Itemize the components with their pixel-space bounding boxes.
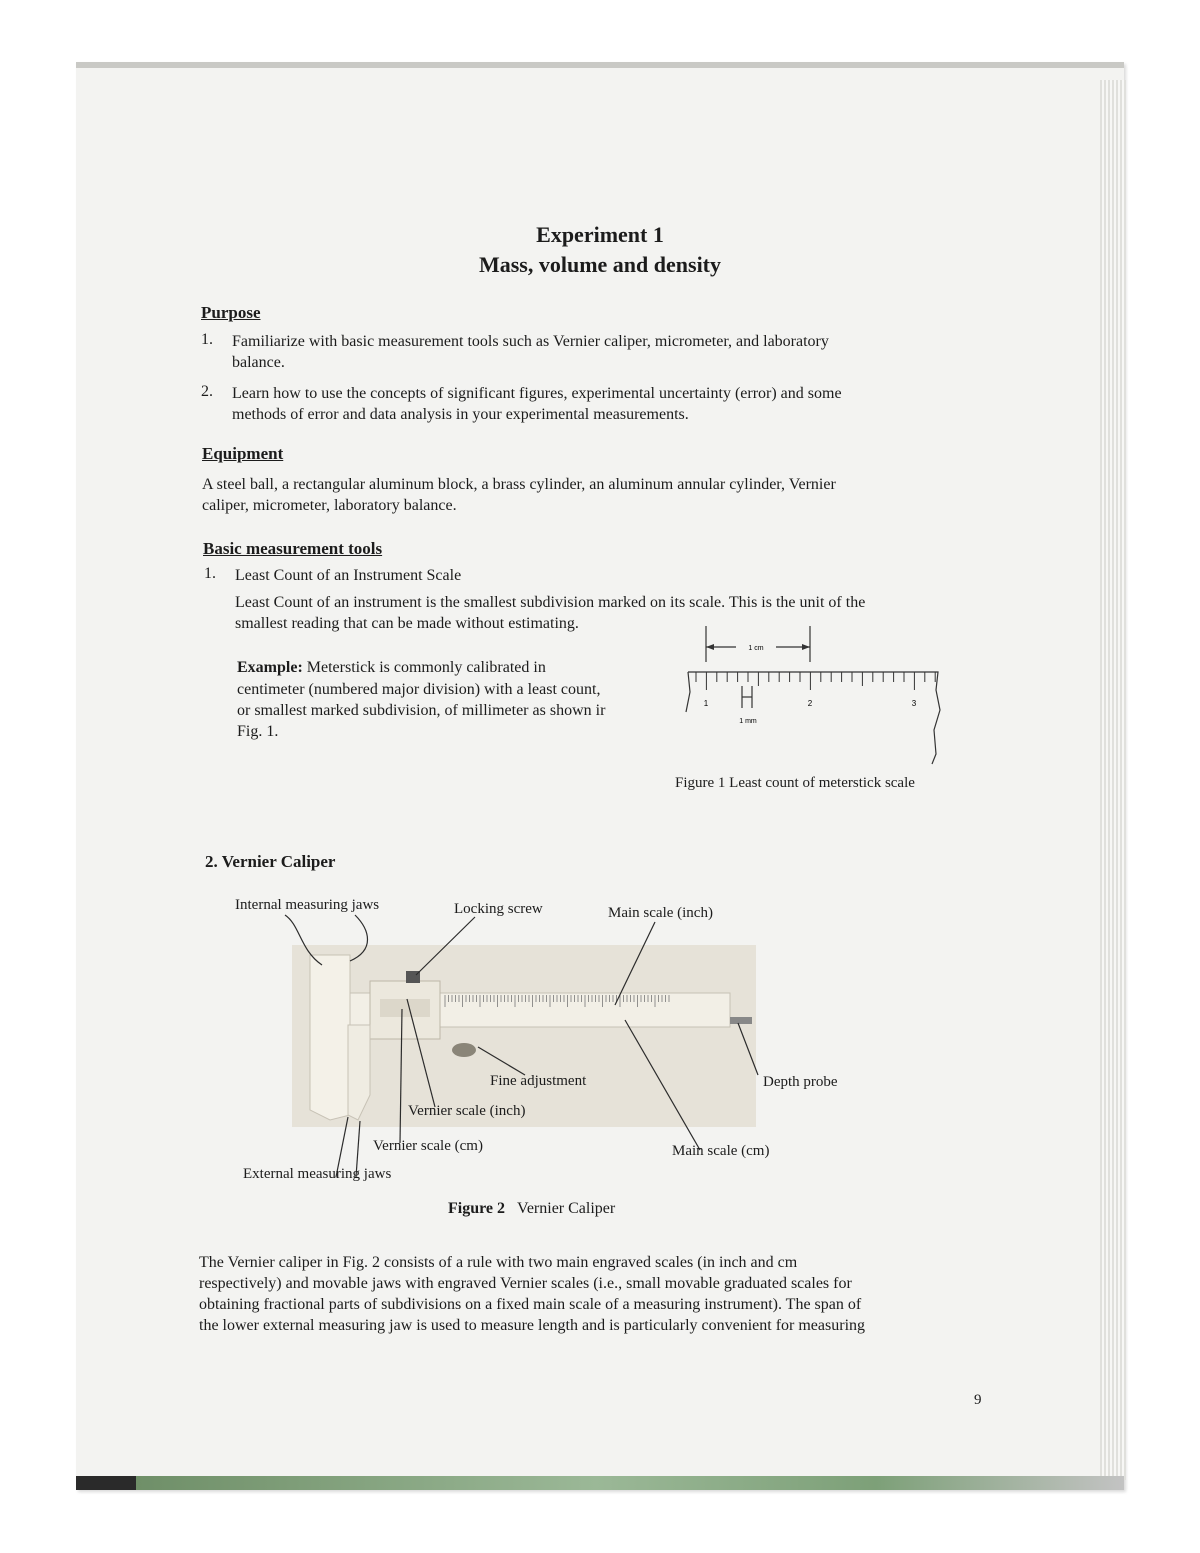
paragraph-line-4: the lower external measuring jaw is used to measure length and is particularly convenient for measuring <box>199 1317 866 1334</box>
cm-dimension-label: 1 cm <box>748 645 764 652</box>
document-title: Experiment 1 <box>536 222 664 247</box>
purpose-item-2-number: 2. <box>201 383 213 400</box>
tools-item-1-title: Least Count of an Instrument Scale <box>235 567 462 584</box>
paper-bottom-edge <box>76 1476 1124 1490</box>
label-locking-screw: Locking screw <box>454 901 543 917</box>
paragraph-line-3: obtaining fractional parts of subdivisions on a fixed main scale of a measuring instrument). The span of <box>199 1296 862 1313</box>
ruler-tick-label-1: 1 <box>703 699 709 708</box>
least-count-line-1: Least Count of an instrument is the smallest subdivision marked on its scale. This is the unit of the <box>235 594 866 611</box>
example-line-1 <box>237 657 546 678</box>
label-main-scale-cm: Main scale (cm) <box>672 1143 770 1159</box>
example-line-3: or smallest marked subdivision, of millimeter as shown ir <box>237 702 606 719</box>
label-vernier-scale-cm: Vernier scale (cm) <box>373 1138 483 1154</box>
document-subtitle: Mass, volume and density <box>478 252 722 277</box>
paragraph-line-1: The Vernier caliper in Fig. 2 consists of a rule with two main engraved scales (in inch and cm <box>199 1254 798 1271</box>
paper-top-edge <box>76 62 1124 68</box>
equipment-heading: Equipment <box>202 444 284 463</box>
figure-1-caption: Figure 1 Least count of meterstick scale <box>675 775 915 791</box>
label-fine-adjustment: Fine adjustment <box>490 1073 587 1089</box>
purpose-item-1-number: 1. <box>201 331 213 348</box>
ruler-tick-label-3: 3 <box>911 699 917 708</box>
page-stack-edge <box>1100 80 1126 1480</box>
purpose-heading: Purpose <box>201 303 261 322</box>
label-depth-probe: Depth probe <box>763 1074 838 1090</box>
page-number: 9 <box>974 1392 982 1408</box>
vernier-heading: 2. Vernier Caliper <box>205 852 336 871</box>
label-vernier-scale-inch: Vernier scale (inch) <box>408 1103 526 1119</box>
least-count-line-2: smallest reading that can be made without estimating. <box>235 615 579 632</box>
figure-2-caption-text: Vernier Caliper <box>517 1200 616 1217</box>
meterstick-figure <box>680 622 950 770</box>
figure-2-caption-label: Figure 2 <box>448 1200 506 1217</box>
millimeter-ticks <box>696 672 935 690</box>
example-line-4: Fig. 1. <box>237 723 279 740</box>
tools-item-1-number: 1. <box>204 565 216 582</box>
figure-2-caption <box>448 1200 615 1218</box>
purpose-item-2-line-2: methods of error and data analysis in your experimental measurements. <box>232 406 689 423</box>
mm-dimension-label: 1 mm <box>739 718 757 725</box>
purpose-item-2-line-1: Learn how to use the concepts of significant figures, experimental uncertainty (error) and some <box>232 385 842 402</box>
label-internal-jaws: Internal measuring jaws <box>235 897 380 913</box>
paragraph-line-2: respectively) and movable jaws with engraved Vernier scales (i.e., small movable graduated scales for <box>199 1275 852 1292</box>
tools-heading: Basic measurement tools <box>203 539 383 558</box>
example-text-1: Meterstick is commonly calibrated in <box>306 659 546 676</box>
equipment-line-2: caliper, micrometer, laboratory balance. <box>202 497 457 514</box>
purpose-item-1-line-2: balance. <box>232 354 285 371</box>
purpose-item-1-line-1: Familiarize with basic measurement tools such as Vernier caliper, micrometer, and laboratory <box>232 333 829 350</box>
ruler-tick-label-2: 2 <box>807 699 813 708</box>
label-external-jaws: External measuring jaws <box>243 1166 392 1182</box>
example-line-2: centimeter (numbered major division) with a least count, <box>237 681 601 698</box>
example-label: Example: <box>237 659 303 676</box>
label-main-scale-inch: Main scale (inch) <box>608 905 713 921</box>
equipment-line-1: A steel ball, a rectangular aluminum block, a brass cylinder, an aluminum annular cylinder, Vernier <box>202 476 836 493</box>
